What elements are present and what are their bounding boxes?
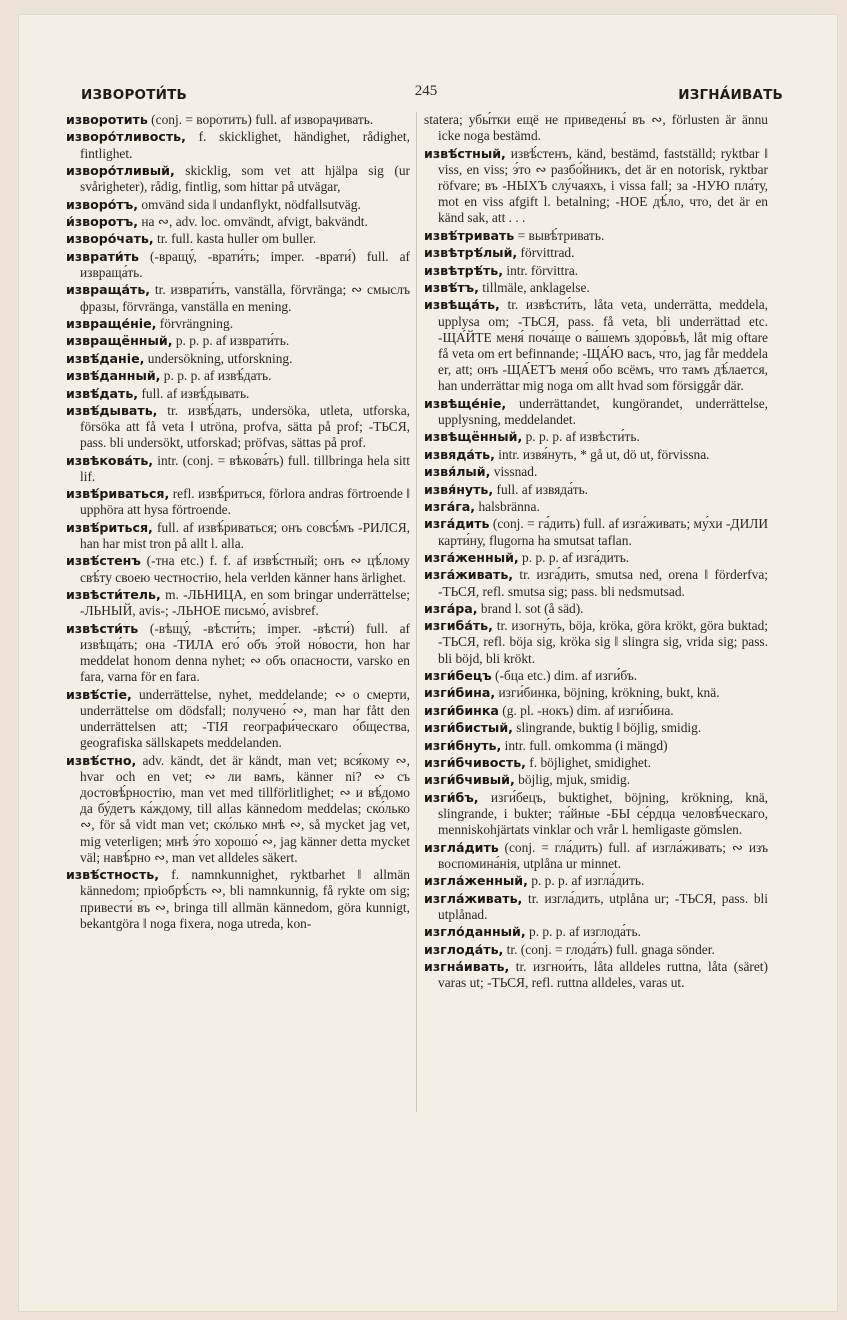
- entry-headword: изворо́чать,: [66, 231, 154, 247]
- entry-headword: изгло́данный,: [424, 924, 526, 940]
- entry-definition: tr. изгла́дить, utplåna ur; -ТЬСЯ, pass. bli utplånad.: [438, 890, 768, 922]
- entry-headword: изга́дить: [424, 516, 490, 532]
- entry-definition: brand l. sot (å säd).: [477, 600, 584, 616]
- dictionary-entry: [424, 873, 768, 889]
- entry-definition: refl. извѣ́риться, förlora andras förtroende ‖ upphöra att hysa förtroende.: [80, 486, 410, 518]
- dictionary-entry: [424, 482, 768, 498]
- entry-headword: и́зворотъ,: [66, 213, 138, 229]
- dictionary-entry: [424, 685, 768, 701]
- entry-definition: intr. извя́нуть, * gå ut, dö ut, förvissna.: [494, 446, 710, 462]
- entry-definition: (conj. = га́дить) full. af изга́живать; му́хи -ДИЛИ карти́ну, flugorna ha smutsat taflan.: [438, 516, 768, 548]
- entry-headword: извѣ́риться,: [66, 519, 153, 535]
- entry-headword: изгла́дить: [424, 839, 499, 855]
- entry-definition: omvänd sida ‖ undanflykt, nödfallsutväg.: [137, 196, 361, 212]
- entry-headword: извѣ́тъ,: [424, 279, 479, 295]
- entry-definition: slingrande, buktig ‖ böjlig, smidig.: [512, 720, 702, 736]
- entry-headword: изги́бецъ: [424, 668, 492, 684]
- entry-headword: изгла́женный,: [424, 873, 528, 889]
- dictionary-entry: [424, 618, 768, 667]
- page-number: 245: [414, 83, 438, 99]
- entry-definition: skicklig, som vet att hjälpa sig (ur svårigheter), rådig, fintlig, som hittar på utvägar,: [80, 162, 410, 195]
- entry-definition: tillmäle, anklagelse.: [478, 279, 590, 295]
- dictionary-entry: [424, 703, 768, 719]
- running-header: [65, 77, 787, 105]
- dictionary-entry: [66, 368, 410, 384]
- dictionary-entry: [66, 333, 410, 349]
- dictionary-entry: [66, 282, 410, 314]
- entry-headword: извѣ́тривать: [424, 227, 515, 243]
- entry-headword: изворо́тливость,: [66, 129, 186, 145]
- entry-definition: tr. full. kasta huller om buller.: [153, 231, 317, 247]
- entry-definition: full. af извѣ́риваться; онъ совсѣ́мъ -РИЛСЯ, han har mist tron på allt l. alla.: [80, 519, 410, 552]
- dictionary-entry: [424, 601, 768, 617]
- entry-definition: tr. изврати́ть, vanställa, förvränga; ∾ смыслъ фразы, förvränga, vanställa en mening.: [80, 282, 410, 314]
- right-column: [424, 112, 768, 993]
- entry-definition: full. af извяда́ть.: [493, 481, 589, 497]
- entry-definition: извѣ́стенъ, känd, bestämd, fastställd; ryktbar ‖ viss, en viss; э́то ∾ разбо́йникъ, det är en notorisk, ryktbar röfvare; въ -НЫХЪ слу́чаяхъ, i vissa fall; за -НУЮ пла́ту, mot en viss afgift l. betalning; -НОЕ дѣ́ло, что, det är en känd sak, att . . .: [438, 145, 768, 226]
- entry-headword: изги́бчивый,: [424, 772, 515, 788]
- entry-headword: изворотить: [66, 112, 148, 127]
- entry-definition: tr. извѣ́дать, undersöka, utleta, utforska, försöka att få veta ‖ utröna, profva, sätta på prof; -ТЬСЯ, pass. bli undersökt, utforskad; pröfvas, sättas på prof.: [80, 402, 410, 451]
- entry-headword: изга́га,: [424, 498, 476, 514]
- dictionary-entry: [66, 867, 410, 932]
- entry-headword: извѣсти́ть: [66, 620, 139, 636]
- entry-definition: undersökning, utforskning.: [144, 350, 293, 366]
- entry-headword: изги́бъ,: [424, 789, 479, 805]
- dictionary-entry: [424, 924, 768, 940]
- entry-headword: извѣ́данный,: [66, 368, 161, 384]
- entry-headword: извѣ́дать,: [66, 385, 139, 401]
- left-column: [66, 112, 410, 933]
- dictionary-entry: [424, 112, 768, 144]
- dictionary-entry: [424, 772, 768, 788]
- dictionary-entry: [66, 486, 410, 518]
- entry-definition: f. namnkunnighet, ryktbarhet ‖ allmän kännedom; пріобрѣ́сть ∾, bli namnkunnig, få rykte om sig; привести́ въ ∾, bringa till allmän kännedom, göra kunnigt, bekantgöra ‖ noga fixera, noga utreda, kon-: [80, 867, 410, 931]
- dictionary-entry: [66, 163, 410, 195]
- entry-definition: underrättelse, nyhet, meddelande; ∾ о смерти, underrättelse om dödsfall; получено́ ∾, man har fått den underrättelsen att; -ТІЯ географи́ческаго о́бщества, geografiska sällskapets meddelanden.: [80, 686, 410, 751]
- dictionary-entry: [424, 840, 768, 872]
- dictionary-entry: [424, 228, 768, 244]
- dictionary-entry: [424, 464, 768, 480]
- entry-definition: böjlig, mjuk, smidig.: [514, 772, 631, 788]
- entry-definition: förvrängning.: [156, 315, 234, 331]
- entry-definition: tr. изогну́ть, böja, kröka, göra krökt, göra buktad; -ТЬСЯ, refl. böja sig, kröka sig ‖ slingra sig, vrida sig; pass. bli böjd, bli krökt.: [438, 618, 768, 666]
- dictionary-entry: [66, 214, 410, 230]
- dictionary-entry: [66, 386, 410, 402]
- dictionary-entry: [424, 429, 768, 445]
- entry-headword: извѣща́ть,: [424, 297, 500, 313]
- entry-headword: изврати́ть: [66, 248, 140, 264]
- entry-headword: изга́ра,: [424, 600, 478, 616]
- entry-headword: изгиба́ть,: [424, 618, 493, 634]
- dictionary-entry: [66, 453, 410, 485]
- entry-headword: изга́живать,: [424, 567, 514, 583]
- entry-definition: изги́бинка, böjning, krökning, bukt, knä.: [495, 685, 720, 701]
- entry-headword: изгна́ивать,: [424, 958, 510, 974]
- entry-definition: intr. förvittra.: [503, 262, 579, 278]
- entry-definition: vissnad.: [490, 464, 538, 480]
- entry-definition: (conj. = воротить) full. af извораӌивать.: [147, 112, 374, 127]
- right-guide-word: ИЗГНА́ИВАТЬ: [678, 87, 783, 103]
- entry-definition: statera; убы́тки ещё не приведены́ въ ∾, förlusten är ännu icke noga bestämd.: [424, 112, 768, 144]
- entry-headword: извѣсти́тель,: [66, 587, 161, 603]
- entry-headword: изги́бина,: [424, 685, 496, 701]
- entry-headword: извѣще́ніе,: [424, 395, 507, 411]
- dictionary-entry: [66, 231, 410, 247]
- dictionary-entry: [424, 447, 768, 463]
- dictionary-entry: [66, 621, 410, 686]
- dictionary-entry: [66, 351, 410, 367]
- entry-definition: p. p. p. af извѣсти́ть.: [522, 429, 640, 445]
- dictionary-entry: [424, 891, 768, 923]
- dictionary-entry: [66, 687, 410, 752]
- entry-definition: f. skicklighet, händighet, rådighet, fintlighet.: [80, 129, 410, 161]
- dictionary-entry: [66, 249, 410, 281]
- dictionary-entry: [66, 587, 410, 619]
- entry-headword: извѣ́стно,: [66, 752, 137, 768]
- entry-headword: изги́бчивость,: [424, 755, 526, 771]
- entry-headword: изворо́тъ,: [66, 196, 138, 212]
- entry-definition: p. p. p. af извѣ́дать.: [160, 368, 272, 384]
- entry-definition: p. p. p. af изга́дить.: [518, 549, 630, 565]
- entry-headword: извраще́ніе,: [66, 315, 157, 331]
- entry-headword: изги́бистый,: [424, 720, 513, 736]
- entry-definition: f. böjlighet, smidighet.: [525, 755, 651, 771]
- dictionary-entry: [424, 942, 768, 958]
- entry-headword: извѣ́риваться,: [66, 486, 170, 502]
- entry-headword: извѣ́стенъ: [66, 553, 141, 569]
- dictionary-entry: [424, 263, 768, 279]
- dictionary-entry: [424, 297, 768, 394]
- entry-headword: изги́бнуть,: [424, 737, 502, 753]
- entry-headword: изгла́живать,: [424, 890, 523, 906]
- entry-definition: tr. (conj. = глода́ть) full. gnaga sönder.: [503, 941, 715, 957]
- entry-definition: на ∾, adv. loc. omvändt, afvigt, bakvändt.: [137, 213, 368, 229]
- entry-definition: p. p. p. af изглода́ть.: [525, 924, 641, 940]
- entry-headword: извѣ́даніе,: [66, 350, 145, 366]
- column-divider: [416, 112, 417, 1112]
- entry-headword: извѣ́дывать,: [66, 402, 158, 418]
- entry-definition: (-бца etc.) dim. af изги́бъ.: [491, 668, 638, 684]
- entry-definition: tr. изга́дить, smutsa ned, orena ‖ förderfva; -ТЬСЯ, refl. smutsa sig; pass. bli nedsmutsad.: [438, 567, 768, 599]
- entry-definition: full. af извѣ́дывать.: [138, 385, 250, 401]
- dictionary-entry: [424, 720, 768, 736]
- entry-headword: извѣ́стіе,: [66, 686, 132, 702]
- dictionary-entry: [424, 396, 768, 428]
- entry-headword: извѣщённый,: [424, 429, 523, 445]
- entry-definition: m. -ЛЬНИЦА, en som bringar underrättelse; -ЛЬНЫЙ, avis-; -ЛЬНОЕ письмо́, avisbref.: [80, 587, 410, 619]
- entry-definition: p. p. p. af изгла́дить.: [527, 873, 645, 889]
- entry-headword: извѣтрѣ́ть,: [424, 262, 504, 278]
- dictionary-entry: [424, 499, 768, 515]
- entry-definition: intr. full. omkomma (i mängd): [501, 737, 668, 753]
- dictionary-entry: [424, 668, 768, 684]
- dictionary-entry: [424, 567, 768, 599]
- dictionary-entry: [424, 959, 768, 991]
- dictionary-entry: [66, 753, 410, 866]
- entry-headword: извя́лый,: [424, 464, 491, 480]
- dictionary-entry: [66, 197, 410, 213]
- entry-definition: (-вращу́, -врати́ть; imper. -врати́) full. af извраща́ть.: [80, 248, 410, 280]
- entry-headword: извѣ́стный,: [424, 145, 506, 161]
- dictionary-entry: [424, 245, 768, 261]
- entry-definition: p. p. p. af изврати́ть.: [172, 333, 290, 349]
- entry-headword: изги́бинка: [424, 702, 499, 718]
- entry-headword: извѣкова́ть,: [66, 452, 154, 468]
- dictionary-entry: [424, 550, 768, 566]
- entry-headword: изга́женный,: [424, 549, 519, 565]
- entry-headword: изворо́тливый,: [66, 162, 175, 178]
- dictionary-entry: [424, 790, 768, 839]
- entry-definition: underrättandet, kungörandet, underrättelse, upplysning, meddelandet.: [438, 395, 768, 427]
- entry-headword: извя́нуть,: [424, 481, 494, 497]
- entry-headword: извяда́ть,: [424, 446, 495, 462]
- entry-definition: (g. pl. -нокъ) dim. af изги́бина.: [498, 702, 674, 718]
- dictionary-entry: [66, 316, 410, 332]
- entry-headword: извращённый,: [66, 333, 173, 349]
- dictionary-entry: [424, 738, 768, 754]
- dictionary-entry: [66, 112, 410, 128]
- entry-headword: извраща́ть,: [66, 282, 151, 298]
- entry-definition: adv. kändt, det är kändt, man vet; вся́кому ∾, hvar och en vet; ∾ ли вамъ, känner ni? ∾ съ достовѣ́рностію, man vet med tillförlitlighet; ∾ и вѣ́домо да бу́детъ ка́ждому, till allas kännedom meddelas; ско́лько ∾, för så vidt man vet; ско́лько мнѣ ∾, så mycket jag vet, mig veterligen; мнѣ э́то хорошо́ ∾, jag känner detta mycket väl; навѣ́рно ∾, man vet alldeles säkert.: [80, 752, 410, 865]
- entry-definition: halsbränna.: [475, 498, 540, 514]
- entry-headword: извѣ́стность,: [66, 867, 160, 883]
- dictionary-entry: [66, 520, 410, 552]
- entry-definition: förvittrad.: [517, 245, 575, 261]
- left-guide-word: ИЗВОРОТИ́ТЬ: [81, 87, 188, 103]
- dictionary-entry: [424, 755, 768, 771]
- dictionary-entry: [424, 146, 768, 227]
- dictionary-entry: [66, 129, 410, 161]
- entry-headword: извѣтрѣ́лый,: [424, 245, 518, 261]
- entry-headword: изглода́ть,: [424, 941, 504, 957]
- entry-definition: (-вѣщу́, -вѣсти́ть; imper. -вѣсти́) full. af извѣща́ть; она -ТИЛА его́ объ э́той но́вости, hon har meddelat honom denna nyhet; ∾ объ опасности, varsko en fara, varna för en fara.: [80, 620, 410, 685]
- dictionary-entry: [66, 403, 410, 452]
- entry-definition: (conj. = гла́дить) full. af изгла́живать; ∾ изъ воспомина́нія, utplåna ur minnet.: [438, 839, 768, 871]
- entry-definition: = вывѣ́тривать.: [514, 227, 605, 243]
- dictionary-entry: [424, 516, 768, 548]
- entry-definition: tr. извѣсти́ть, låta veta, underrätta, meddela, upplysa om; -ТЬСЯ, pass. få veta, bli underrättad etc. -ЩА́ЙТЕ меня́ поча́ще о ва́шемъ здоро́вьѣ, låt mig oftare få veta om ert befinnande; -ЩА́Ю васъ, что, jag får meddela er, att; онъ -ЩА́ЕТЪ меня́ обо всёмъ, что тамъ дѣ́лается, han underrättar mig noga om allt hvad som försiggår där.: [438, 297, 768, 394]
- entry-definition: (-тна etc.) f. f. af извѣ́стный; онъ ∾ цѣ́лому свѣ́ту своею честностію, hela verlden känner hans ärlighet.: [80, 553, 410, 585]
- dictionary-entry: [424, 280, 768, 296]
- entry-definition: изги́бецъ, buktighet, böjning, krökning, knä, slingrande, i bukter; та́йные -БЫ се́рдца человѣ́ческаго, menniskohjärtats vinklar och vrår l. hemligaste gömslen.: [438, 789, 768, 838]
- entry-definition: tr. изгнои́ть, låta alldeles ruttna, låta (säret) varas ut; -ТЬСЯ, refl. ruttna alldeles, varas ut.: [438, 958, 768, 991]
- entry-definition: intr. (conj. = вѣкова́ть) full. tillbringa hela sitt lif.: [80, 452, 410, 484]
- dictionary-entry: [66, 553, 410, 585]
